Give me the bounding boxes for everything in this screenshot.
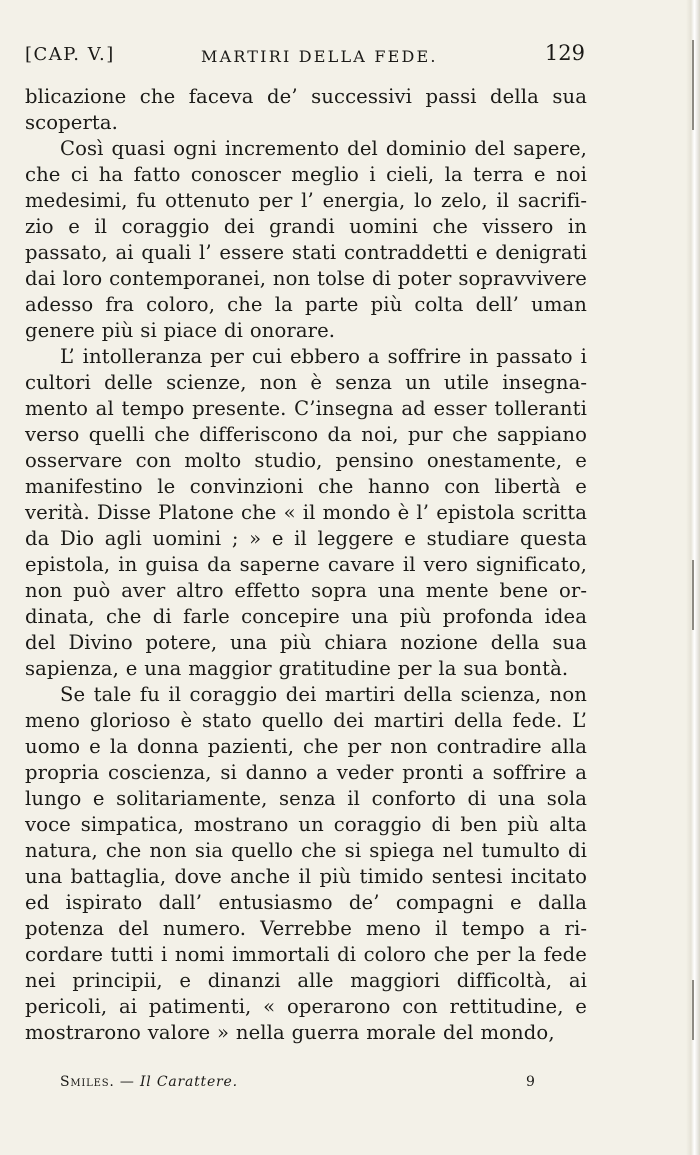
footer-credit [60, 1074, 238, 1090]
body-text [25, 84, 587, 1046]
page-number: 129 [544, 41, 585, 65]
chapter-label: [CAP. V.] [25, 44, 115, 65]
page-edge-mark [692, 560, 694, 630]
page-edge-mark [692, 980, 694, 1040]
paragraph: L’ intolleranza per cui ebbero a soffrire in passato i cultori delle scienze, non è senza un utile insegnamento al tempo presente. C’insegna ad esser tolleranti verso quelli che differiscono da noi, pur che sappiano osservare con molto studio, pensino onestamente, e manifestino le convinzioni che hanno con libertà e verità. Disse Platone che « il mondo è l’ epistola scritta da Dio agli uomini ; » e il leggere e studiare questa epistola, in guisa da saperne cavare il vero significato, non può aver altro effetto sopra una mente bene ordinata, che di farle concepire una più profonda idea del Divino potere, una più chiara nozione della sua sapienza, e una maggior gratitudine per la sua bontà. [25, 345, 587, 680]
page-edge-mark [692, 40, 694, 130]
running-header [25, 41, 585, 74]
paragraph-continuation: blicazione che faceva de’ successivi passi della sua scoperta. [25, 85, 587, 134]
footer-book-title: Il Carattere. [139, 1074, 238, 1090]
paragraph: Se tale fu il coraggio dei martiri della scienza, non meno glorioso è stato quello dei martiri della fede. L’ uomo e la donna pazienti, che per non contradire alla propria coscienza, si danno a veder pronti a soffrire a lungo e solitariamente, senza il conforto di una sola voce simpatica, mostrano un coraggio di ben più alta natura, che non sia quello che si spiega nel tumulto di una battaglia, dove anche il più timido sentesi incitato ed ispirato dall’ entusiasmo de’ compagni e dalla potenza del numero. Verrebbe meno il tempo a ricordare tutti i nomi immortali di coloro che per la fede nei principii, e dinanzi alle maggiori difficoltà, ai pericoli, ai patimenti, « operarono con rettitudine, e mostrarono valore » nella guerra morale del mondo, [25, 683, 587, 1044]
signature-mark: 9 [526, 1074, 535, 1090]
page-footer [60, 1074, 560, 1096]
running-title: MARTIRI DELLA FEDE. [201, 47, 438, 66]
footer-separator: — [119, 1074, 135, 1090]
paragraph: Così quasi ogni incremento del dominio del sapere, che ci ha fatto conoscer meglio i cieli, la terra e noi medesimi, fu ottenuto per l’ energia, lo zelo, il sacrifizio e il coraggio dei grandi uomini che vissero in passato, ai quali l’ essere stati contraddetti e denigrati dai loro contemporanei, non tolse di poter sopravvivere adesso fra coloro, che la parte più colta dell’ uman genere più si piace di onorare. [25, 137, 587, 342]
footer-author: Smiles. [60, 1074, 115, 1090]
page-edge [686, 0, 700, 1155]
